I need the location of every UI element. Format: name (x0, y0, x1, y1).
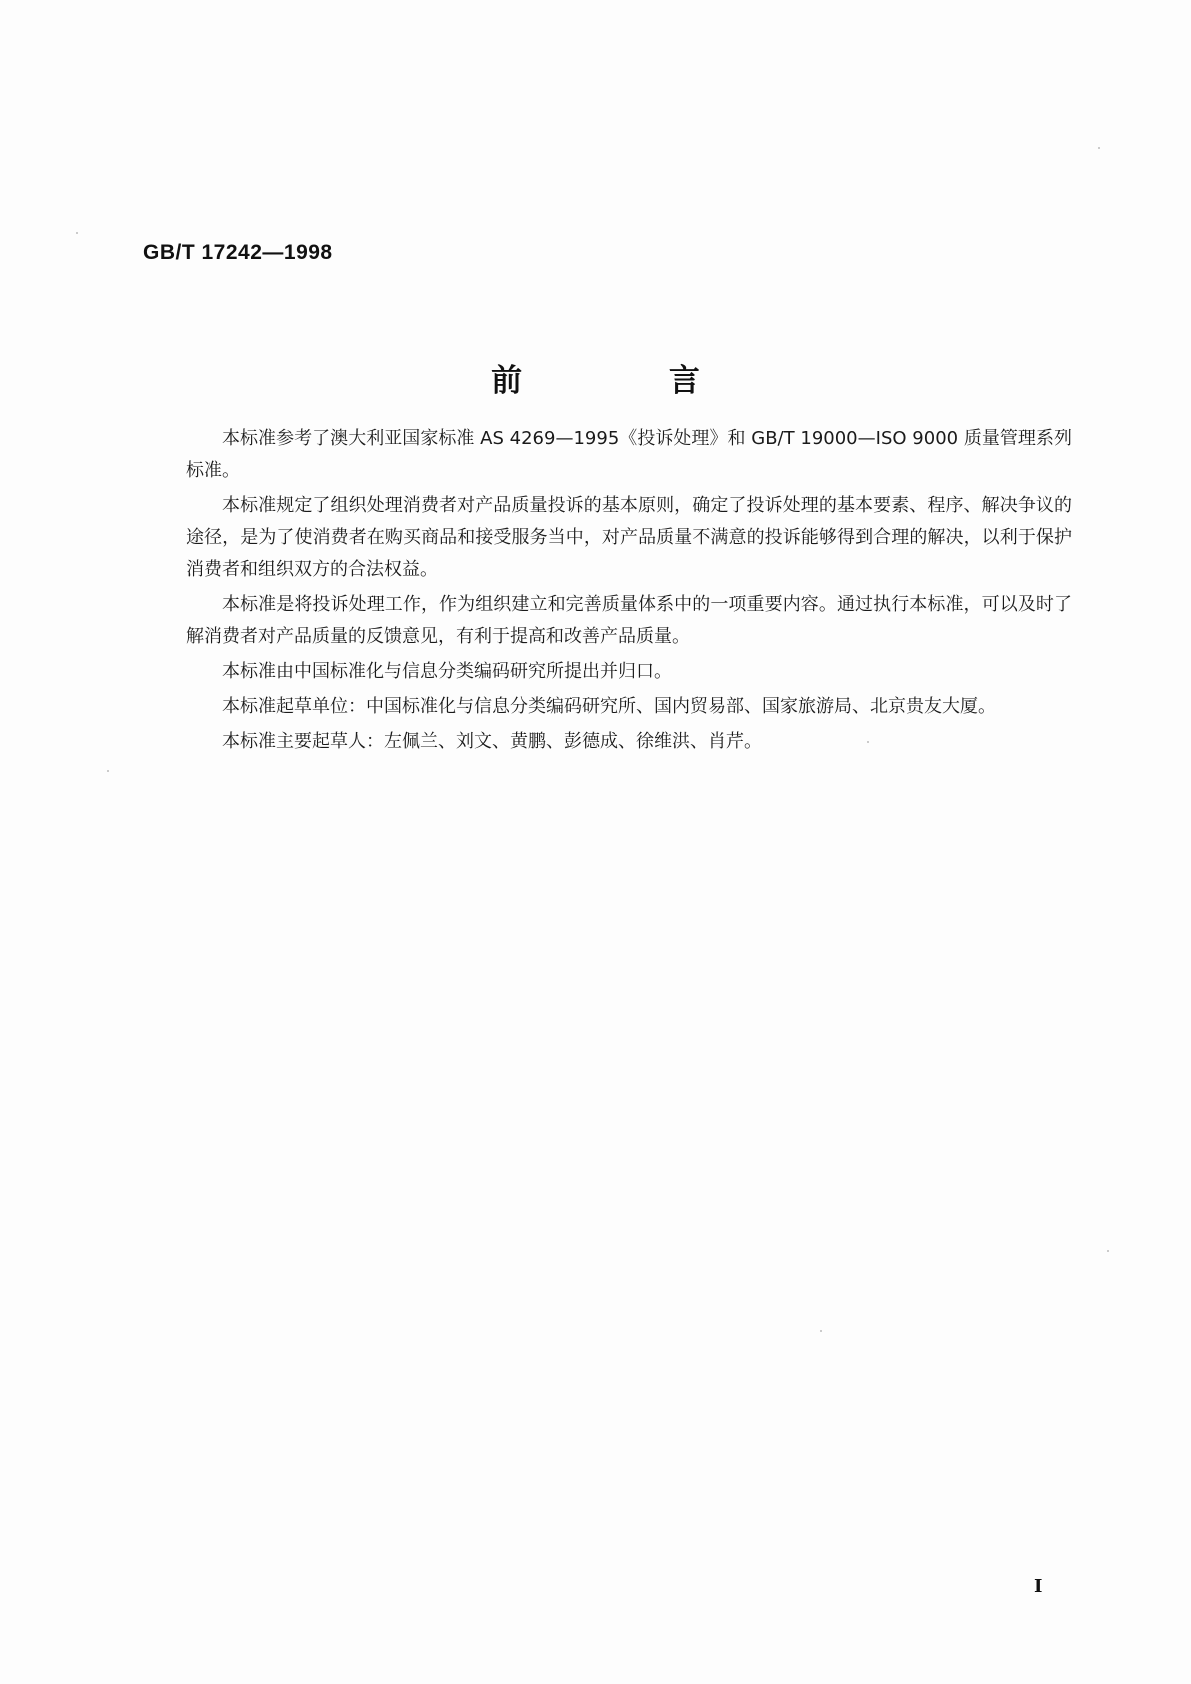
paragraph-proposer: 本标准由中国标准化与信息分类编码研究所提出并归口。 (222, 661, 672, 682)
scan-speck (820, 1330, 822, 1332)
paragraph-scope: 本标准规定了组织处理消费者对产品质量投诉的基本原则，确定了投诉处理的基本要素、程序、解决争议的途径，是为了使消费者在购买商品和接受服务当中，对产品质量不满意的投诉能够得到合理的解决，以利于保护消费者和组织双方的合法权益。 (186, 495, 1072, 580)
paragraph-drafting-units: 本标准起草单位：中国标准化与信息分类编码研究所、国内贸易部、国家旅游局、北京贵友大厦。 (222, 696, 996, 717)
paragraph-drafters: 本标准主要起草人：左佩兰、刘文、黄鹏、彭德成、徐维洪、肖芹。 (222, 731, 762, 752)
scan-speck (1098, 147, 1100, 149)
paragraph-reference: 本标准参考了澳大利亚国家标准 AS 4269—1995《投诉处理》和 GB/T 19000—ISO 9000 质量管理系列标准。 (186, 428, 1072, 481)
paragraph-purpose: 本标准是将投诉处理工作，作为组织建立和完善质量体系中的一项重要内容。通过执行本标准，可以及时了解消费者对产品质量的反馈意见，有利于提高和改善产品质量。 (186, 594, 1072, 647)
page-title: 前 言 (491, 363, 768, 399)
scan-speck (867, 741, 869, 743)
scan-speck (107, 770, 109, 772)
scan-speck (76, 232, 78, 234)
foreword-body (186, 423, 1072, 761)
page-number: Ⅰ (1034, 1576, 1043, 1597)
scan-speck (1107, 1250, 1109, 1252)
standard-code: GB/T 17242—1998 (143, 241, 333, 264)
